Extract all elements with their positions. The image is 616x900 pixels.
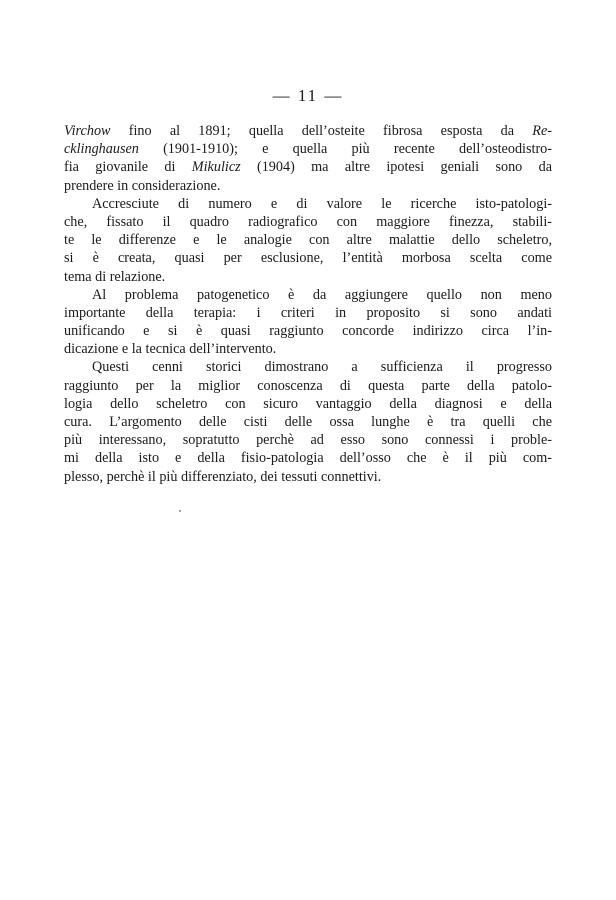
text-segment: Accresciute di numero e di valore le ricerche isto-patologi- [92, 195, 552, 212]
text-segment: più interessano, sopratutto perchè ad esso sono connessi i proble- [64, 432, 552, 449]
text-segment: cura. L’argomento delle cisti delle ossa lunghe è tra quelli che [64, 414, 552, 430]
text-line [64, 413, 552, 431]
text-line [64, 395, 552, 413]
paper-speck [179, 510, 181, 512]
text-line [64, 431, 552, 449]
text-segment: fia giovanile di [64, 159, 192, 176]
text-segment: unificando e si è quasi raggiunto concorde indirizzo circa l’in- [64, 323, 552, 340]
text-line [64, 268, 552, 286]
text-line [64, 140, 552, 158]
text-segment: fino al 1891; quella dell’osteite fibrosa esposta da [110, 123, 533, 139]
italic-name: Re- [532, 123, 552, 139]
text-line [64, 468, 552, 486]
text-line [64, 286, 552, 304]
text-segment: dicazione e la tecnica dell’intervento. [64, 341, 277, 358]
text-line [64, 322, 552, 340]
text-line [64, 249, 552, 267]
text-segment: importante della terapia: i criteri in proposito si sono andati [64, 304, 552, 321]
text-segment: (1904) ma altre ipotesi geniali sono da [240, 159, 552, 176]
text-segment: (1901-1910); e quella più recente dell’osteodistro- [138, 141, 552, 158]
text-line [64, 195, 552, 213]
text-segment: si è creata, quasi per esclusione, l’entità morbosa scelta come [64, 250, 552, 267]
text-line [64, 158, 552, 176]
italic-name: cklinghausen [64, 141, 139, 158]
text-line [64, 213, 552, 231]
text-segment: che, fissato il quadro radiografico con maggiore finezza, stabili- [64, 213, 552, 230]
text-line [64, 340, 552, 358]
text-line [64, 304, 552, 322]
text-segment: tema di relazione. [64, 268, 166, 285]
text-line [64, 449, 552, 467]
text-segment: prendere in considerazione. [64, 177, 221, 194]
text-segment: logia dello scheletro con sicuro vantaggio della diagnosi e della [64, 395, 552, 412]
body-text [64, 122, 552, 486]
text-line [64, 122, 552, 140]
text-line [64, 177, 552, 195]
text-segment: raggiunto per la miglior conoscenza di questa parte della patolo- [64, 377, 552, 394]
text-segment: Questi cenni storici dimostrano a sufficienza il progresso [92, 359, 552, 376]
text-segment: plesso, perchè il più differenziato, dei tessuti connettivi. [64, 468, 382, 485]
text-segment: te le differenze e le analogie con altre malattie dello scheletro, [64, 232, 552, 249]
text-line [64, 377, 552, 395]
text-line [64, 358, 552, 376]
italic-name: Virchow [64, 123, 111, 139]
text-line [64, 231, 552, 249]
text-segment: mi della isto e della fisio-patologia dell’osso che è il più com- [64, 450, 552, 467]
text-segment: Al problema patogenetico è da aggiungere quello non meno [92, 286, 552, 303]
page-number: — 11 — [272, 86, 344, 105]
italic-name: Mikulicz [191, 159, 241, 176]
